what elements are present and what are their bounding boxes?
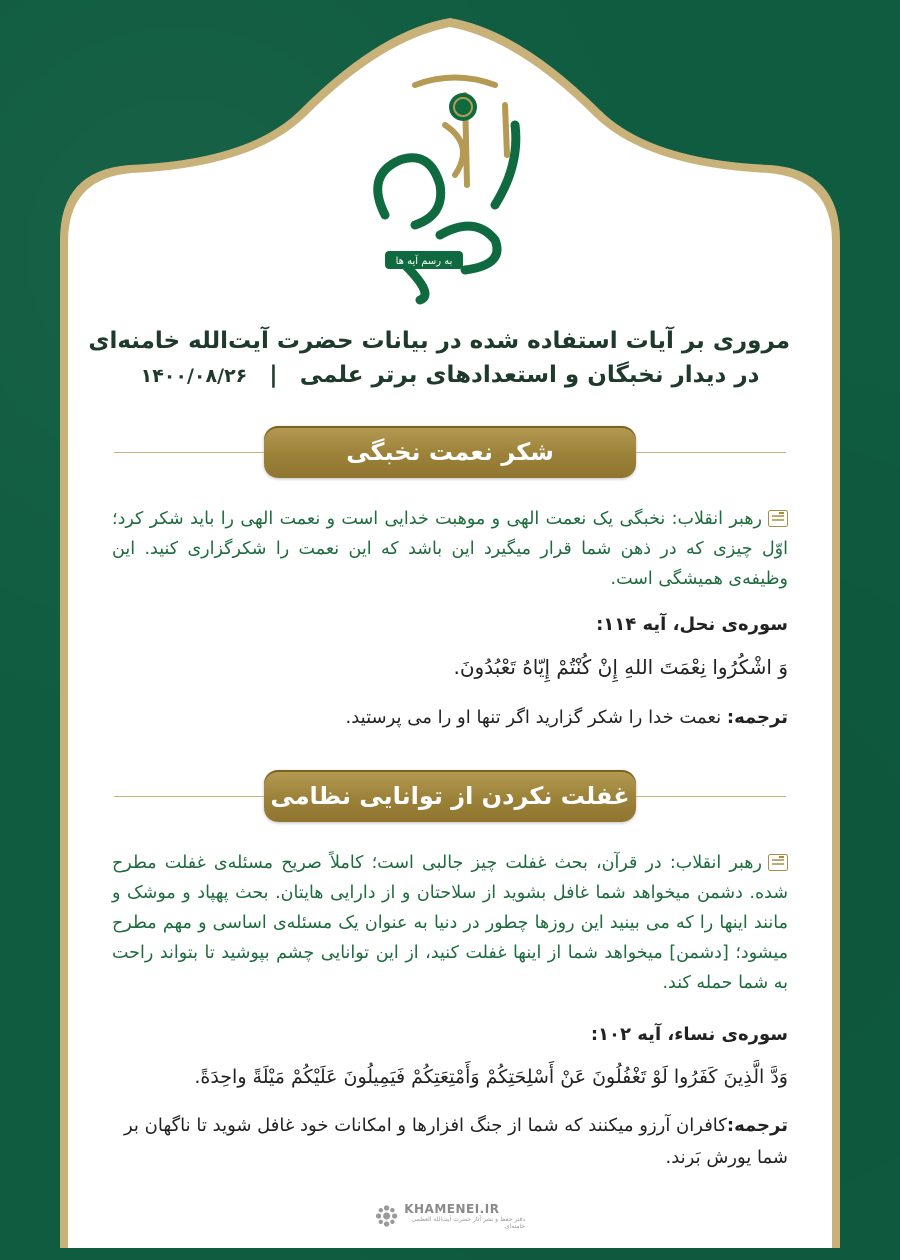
translation-text: نعمت خدا را شکر گزارید اگر تنها او را می پرستید. <box>345 707 727 728</box>
section-2-surah: سوره‌ی نساء، آیه ۱۰۲: <box>590 1024 788 1045</box>
section-1-translation <box>112 702 788 734</box>
footer <box>375 1196 525 1236</box>
section-1-text: رهبر انقلاب: نخبگی یک نعمت الهی و موهبت خدایی است و نعمت الهی را باید شکر کرد؛ اوّل چیزی که در ذهن شما قرار میگیرد این باشد که این نعمت را شکرگزاری کنید. این وظیفه‌ی همیشگی است. <box>112 509 788 589</box>
section-2-paragraph <box>112 848 788 998</box>
footer-site: KHAMENEI.IR <box>404 1202 500 1216</box>
section-1-paragraph <box>112 504 788 594</box>
section-1-surah: سوره‌ی نحل، آیه ۱۱۴: <box>596 614 788 635</box>
section-2-ayah: وَدَّ الَّذِينَ كَفَرُوا لَوْ تَغْفُلُونَ عَنْ أَسْلِحَتِكُمْ وَأَمْتِعَتِكُمْ فَيَمِيلُونَ عَلَيْكُمْ مَيْلَةً واحِدَةً. <box>194 1066 788 1088</box>
section-banner-2 <box>264 770 636 822</box>
section-title-2: غفلت نکردن از توانایی نظامی <box>270 782 630 810</box>
section-title-1: شکر نعمت نخبگی <box>346 438 554 466</box>
section-2-text: رهبر انقلاب: در قرآن، بحث غفلت چیز جالبی است؛ کاملاً صریح مسئله‌ی غفلت مطرح شده. دشمن میخواهد شما غافل بشوید از سلاحتان و از دارایی هایتان. بحث پهپاد و موشک و مانند اینها را که می بینید این روزها چطور در دنیا به عنوان یک مسئله‌ی اساسی و مهم مطرح میشود؛ [دشمن] میخواهد شما از اینها غفلت کنید، از این توانایی چشم بپوشید تا بتواند راحت به شما حمله کند. <box>112 853 788 993</box>
quote-icon <box>768 510 788 527</box>
translation-text: کافران آرزو میکنند که شما از جنگ افزارها و امکانات خود غافل شوید تا ناگهان بر شما یورش بَرند. <box>123 1115 788 1168</box>
footer-org: دفتر حفظ و نشر آثار حضرت آیت‌الله العظمی خامنه‌ای <box>411 1216 525 1230</box>
date-label: ۱۴۰۰/۰۸/۲۶ <box>140 365 248 387</box>
khamenei-logo-icon <box>375 1203 398 1229</box>
section-2-translation <box>112 1110 788 1174</box>
section-1-ayah: وَ اشْكُرُوا نِعْمَتَ اللهِ إِنْ كُنْتُمْ إِيّاهُ تَعْبُدُونَ. <box>453 655 788 679</box>
section-banner-1 <box>264 426 636 478</box>
title-separator: | <box>269 362 278 388</box>
quote-icon <box>768 854 788 871</box>
page-title <box>88 318 790 364</box>
title-line-2: در دیدار نخبگان و استعدادهای برتر علمی <box>299 362 760 388</box>
translation-label: ترجمه: <box>726 1115 788 1136</box>
logo-label: به رسم آیه ها <box>395 256 453 267</box>
title-line-1: مروری بر آیات استفاده شده در بیانات حضرت آیت‌الله خامنه‌ای <box>88 328 790 354</box>
calligraphy-logo <box>345 65 555 305</box>
subtitle-row <box>110 362 790 402</box>
translation-label: ترجمه: <box>726 707 788 728</box>
